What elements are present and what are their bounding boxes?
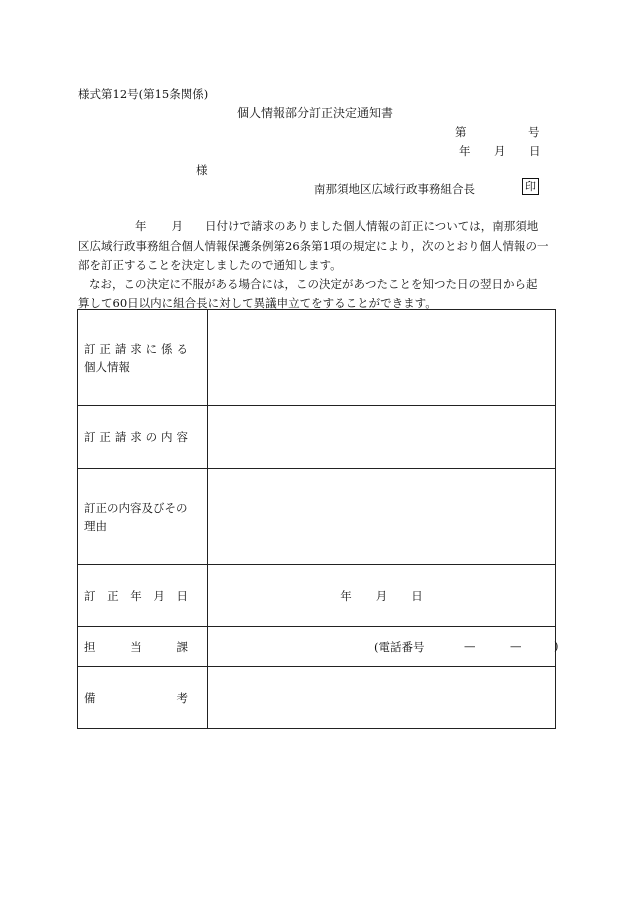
label-line: 訂 正 請 求 に 係 る — [84, 341, 188, 356]
label-correction-reason: 訂正の内容及びその 理由 — [78, 469, 208, 565]
body-line-2: 区広域行政事務組合個人情報保護条例第26条第1項の規定により，次のとおり個人情報の一 — [78, 239, 549, 253]
phone-label: (電話番号 — [374, 639, 425, 654]
issue-date-month: 月 — [494, 144, 506, 158]
body-line-4 — [78, 276, 538, 292]
table-row — [78, 667, 556, 729]
value-department[interactable] — [208, 627, 559, 667]
label-line: 個人情報 — [84, 359, 130, 374]
label-request-content: 訂 正 請 求 の 内 容 — [78, 406, 208, 469]
issue-date-year: 年 — [459, 144, 471, 158]
value-request-content[interactable] — [208, 406, 556, 469]
table-row — [78, 627, 556, 667]
correction-day: 日 — [411, 588, 423, 603]
doc-number-prefix: 第 — [455, 125, 467, 139]
value-remarks[interactable] — [208, 667, 556, 729]
body-line-5: 算して60日以内に組合長に対して異議申立てをすることができます。 — [78, 296, 437, 310]
addressee-suffix: 様 — [196, 163, 208, 177]
correction-year: 年 — [340, 588, 352, 603]
document-title: 個人情報部分訂正決定通知書 — [236, 106, 393, 120]
body-year: 年 — [135, 219, 147, 233]
decision-table — [77, 309, 559, 729]
correction-month: 月 — [375, 588, 388, 603]
body-line-3: 部を訂正することを決定しましたので通知します。 — [78, 258, 342, 272]
body-line-1 — [78, 218, 538, 234]
phone-dash-2: — — [510, 638, 522, 653]
phone-dash-1: — — [464, 638, 476, 653]
body-line-1-text: 日付けで請求のありました個人情報の訂正については，南那須地 — [205, 219, 539, 233]
phone-close: ) — [554, 638, 559, 653]
seal-mark: 印 — [522, 178, 539, 195]
table-row — [78, 469, 556, 565]
form-number: 様式第12号(第15条関係) — [78, 87, 209, 101]
issuer-name: 南那須地区広域行政事務組合長 — [314, 182, 475, 196]
value-correction-reason[interactable] — [208, 469, 556, 565]
body-month: 月 — [171, 219, 183, 233]
value-request-personal-info[interactable] — [208, 310, 556, 406]
label-correction-date: 訂 正 年 月 日 — [78, 565, 208, 627]
table-row — [78, 565, 556, 627]
table-row — [78, 310, 556, 406]
doc-number-suffix: 号 — [528, 125, 540, 139]
value-correction-date[interactable] — [208, 565, 556, 627]
table-row — [78, 406, 556, 469]
label-request-personal-info — [78, 310, 208, 406]
issue-date-day: 日 — [529, 144, 541, 158]
label-remarks: 備 考 — [78, 667, 208, 729]
label-department: 担 当 課 — [78, 627, 208, 667]
body-line-4-text: なお，この決定に不服がある場合には，この決定があつたことを知つた日の翌日から起 — [89, 277, 538, 291]
